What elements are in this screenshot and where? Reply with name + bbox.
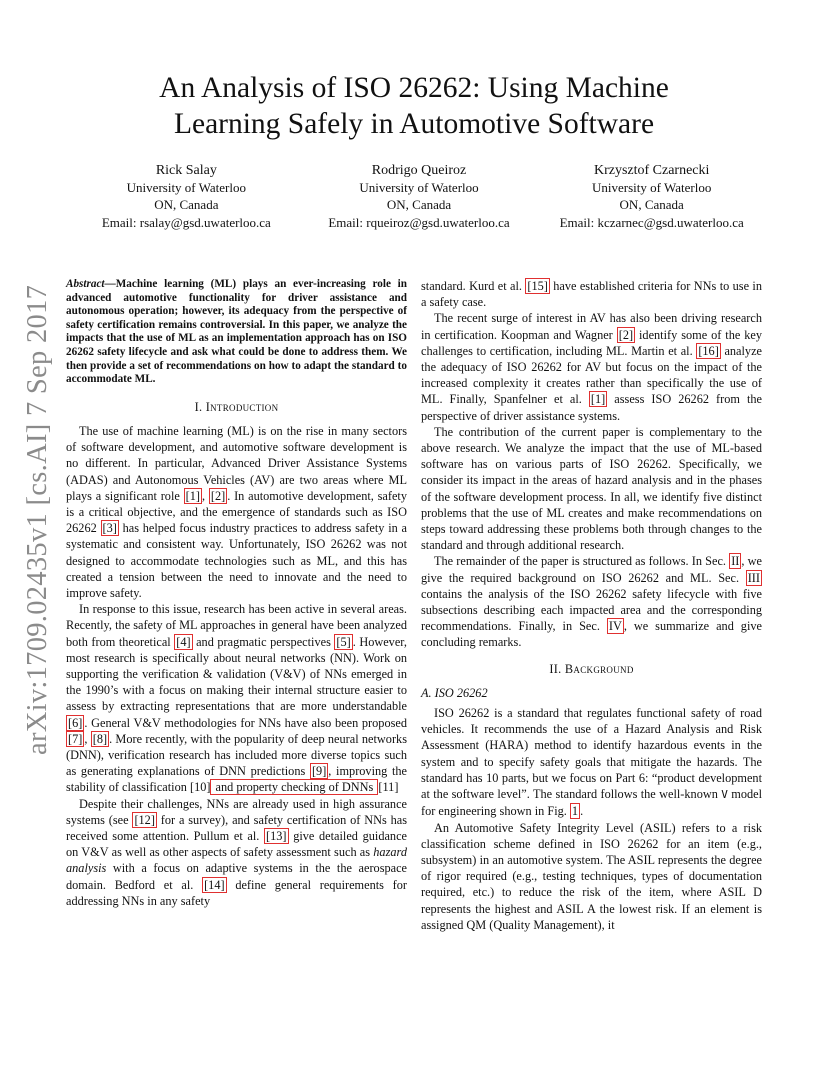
author-affiliation: University of Waterloo (126, 180, 246, 196)
right-paragraph-5: An Automotive Safety Integrity Level (ASIL) refers to a risk classification scheme defined in ISO 26262 for an item (e.g., subsystem) in an automotive system. The ASIL represents the degree of rigor required (e.g., testing techniques, types of documentation required, etc.) to reduce the risk of the item, where ASIL D represents the highest and ASIL A the lowest risk. If an element is assigned QM (Quality Management), it (421, 820, 762, 932)
citation-link[interactable]: [1] (185, 488, 200, 503)
citation-link[interactable]: [5] (336, 634, 351, 649)
right-paragraph-4: ISO 26262 is a standard that regulates functional safety of road vehicles. It recommends the use of a Hazard Analysis and Risk Assessment (HARA) method to identify hazardous events in the system and to specify safety goals that mitigate the hazards. The standard has 10 parts, but we focus on Part 6: “product development at the software level”. The standard follows the well-known V model for engineering shown in Fig. 1 . (421, 706, 763, 819)
author-location: ON, Canada (154, 197, 219, 213)
right-paragraph-3: The remainder of the paper is structured as follows. In Sec. II , we give the required background on ISO 26262 and ML. Sec. III contains the analysis of the ISO 26262 safety lifecycle with five subsections describing each impacted area and the corresponding recommendations. Finally, in Sec. IV , we summarize and give concluding remarks. (421, 554, 762, 650)
citation-link[interactable]: [4] (176, 634, 191, 649)
section-heading-introduction: I. Introduction (194, 399, 279, 414)
left-column (66, 278, 407, 909)
author-affiliation: University of Waterloo (592, 180, 712, 196)
author-2 (303, 162, 536, 231)
right-paragraph-1: The recent surge of interest in AV has also been driving research in certification. Koopman and Wagner [2] identify some of the key challenges to certification, including ML. Martin et al. [16] analyze the adequacy of ISO 26262 for AV but focus on the impact of the increased complexity it creates rather than specifically the use of ML. Finally, Spanfelner et al. [1] assess ISO 26262 from the perspective of driver assistance systems. (421, 311, 762, 423)
citation-link[interactable]: [15] (527, 279, 548, 293)
right-paragraph-continuation: standard. Kurd et al. [15] have established criteria for NNs to use in a safety case. (421, 279, 762, 310)
right-paragraph-2: The contribution of the current paper is complementary to the above research. We analyze the impact that the use of ML-based software has on various parts of ISO 26262. Specifically, we consider its impact in the areas of hazard analysis and in the phases of the software development process. In all, we identify five distinct problems that the use of ML creates and make recommendations on steps toward addressing these problems both through changes to the standard and through additional research. (421, 424, 762, 553)
section-link[interactable]: II (731, 554, 740, 569)
citation-link[interactable]: [14] (204, 877, 225, 892)
citation-link[interactable]: and property checking of DNNs (212, 780, 377, 795)
author-name: Rick Salay (155, 163, 217, 178)
author-3 (535, 162, 768, 231)
citation-link[interactable]: [7] (68, 731, 83, 746)
author-name: Rodrigo Queiroz (371, 163, 467, 178)
citation-link[interactable]: [12] (134, 812, 155, 827)
section-heading-background: II. Background (549, 661, 634, 676)
author-affiliation: University of Waterloo (359, 180, 479, 196)
citation-link[interactable]: [2] (210, 488, 226, 503)
abstract-lead: Abstract (66, 278, 105, 290)
author-email: Email: rqueiroz@gsd.uwaterloo.ca (328, 214, 510, 230)
abstract-text: —Machine learning (ML) plays an ever-increasing role in advanced automotive functionality for driver assistance and autonomous operation; however, its adequacy from the perspective of safety certification remains controversial. In this paper, we analyze the impacts that the use of ML as an implementation approach has on ISO 26262 safety lifecycle and ask what could be done to address them. We then provide a set of recommendations on how to adapt the standard to accommodate ML. (66, 278, 407, 386)
citation-link[interactable]: [8] (92, 731, 108, 746)
author-location: ON, Canada (386, 197, 452, 213)
citation-link[interactable]: [2] (618, 327, 634, 342)
citation-link[interactable]: [3] (102, 521, 117, 536)
author-email: Email: kczarnec@gsd.uwaterloo.ca (559, 214, 744, 230)
author-block (70, 162, 768, 231)
citation-link[interactable]: [9] (311, 764, 327, 779)
author-name: Krzysztof Czarnecki (593, 163, 710, 178)
intro-paragraph-3: Despite their challenges, NNs are already used in high assurance systems (see [12] for a survey), and safety certification of NNs has received some attention. Pullum et al. [13] give detailed guidance on V&V as well as other aspects of safety assessment such as hazard analysis with a focus on adaptive systems in the the aerospace domain. Bedford et al. [14] define general requirements for addressing NNs in any safety (66, 796, 408, 908)
right-column (421, 278, 762, 933)
arxiv-identifier: arXiv:1709.02435v1 [cs.AI] 7 Sep 2017 (22, 284, 53, 755)
intro-paragraph-2: In response to this issue, research has been active in several areas. Recently, the safety of ML approaches in general have been analyzed both from theoretical [4] and pragmatic perspectives [5] . However, most research is specifically about neural networks (NN). Work on supporting the verification & validation (V&V) of NNs emerged in the 1990’s with a focus on making their internal structure easier to assess by extracting representations that are more understandable [6] . General V&V methodologies for NNs have also been proposed [7] , [8] . More recently, with the popularity of deep neural networks (DNN), verification research has included more diverse topics such as generating explanations of DNN predictions [9] , improving the stability of classification [10] and property checking of DNNs [11] (66, 602, 408, 795)
author-location: ON, Canada (619, 197, 684, 213)
paper-title (0, 70, 828, 142)
citation-link[interactable]: [6] (68, 715, 83, 730)
intro-paragraph-1: The use of machine learning (ML) is on the rise in many sectors of software development, and automotive software development is no different. In particular, Advanced Driver Assistance Systems (ADAS) and Autonomous Vehicles (AV) are two areas where ML plays a significant role [1] , [2] . In automotive development, safety is a critical objective, and the emergence of standards such as ISO 26262 [3] has helped focus industry practices to address safety in a systematic and consistent way. Unfortunately, ISO 26262 was not designed to accommodate technologies such as ML, and this has created a tension between the need to innovate and the need to improve safety. (66, 423, 407, 600)
title-line-2: Learning Safely in Automotive Software (173, 108, 655, 140)
section-link[interactable]: IV (608, 619, 622, 634)
author-1 (70, 162, 303, 231)
citation-link[interactable]: [1] (590, 392, 606, 407)
title-line-1: An Analysis of ISO 26262: Using Machine (159, 72, 669, 104)
author-email: Email: rsalay@gsd.uwaterloo.ca (101, 214, 271, 230)
citation-link[interactable]: [13] (266, 829, 287, 844)
citation-link[interactable]: [16] (698, 343, 719, 358)
section-link[interactable]: III (747, 570, 760, 585)
abstract (66, 278, 407, 387)
subsection-heading-iso26262: A. ISO 26262 (421, 685, 488, 700)
figure-link[interactable]: 1 (571, 804, 579, 819)
